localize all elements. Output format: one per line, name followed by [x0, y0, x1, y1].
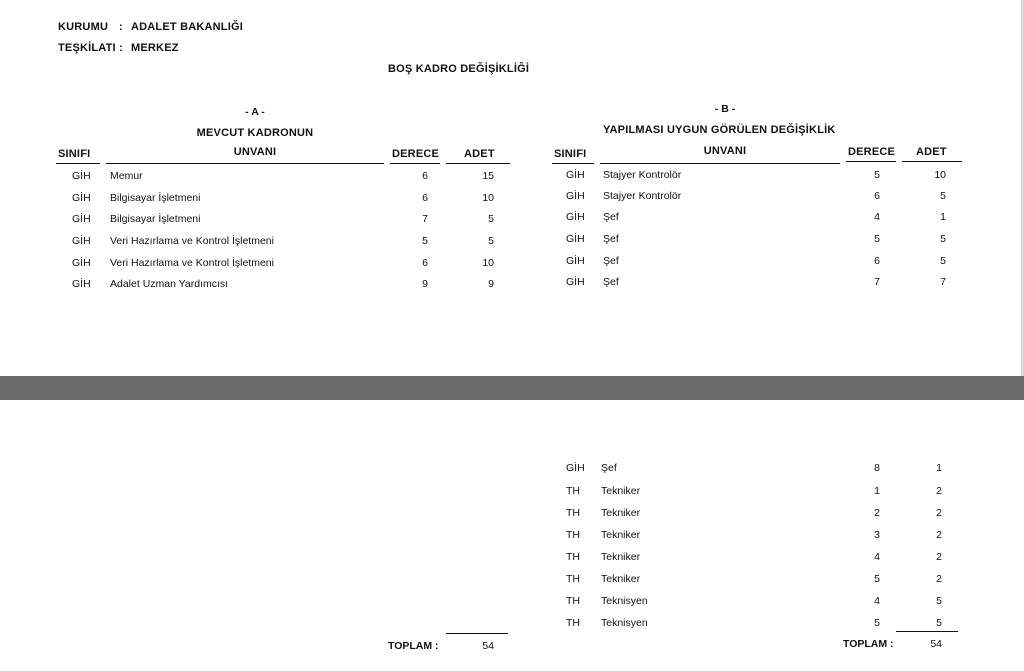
row-adet: 10: [482, 192, 494, 204]
section-a-col-adet: ADET: [464, 148, 495, 160]
row-adet: 5: [488, 213, 494, 225]
kurumu-separator: :: [119, 21, 123, 33]
row-sinifi: GİH: [72, 235, 91, 247]
row-sinifi: TH: [566, 617, 580, 629]
row-sinifi: GİH: [566, 169, 585, 181]
row-adet: 5: [936, 617, 942, 629]
row-unvani: Şef: [603, 233, 619, 245]
section-b-col-adet: ADET: [916, 146, 947, 158]
row-adet: 2: [936, 573, 942, 585]
row-adet: 1: [940, 211, 946, 223]
row-derece: 6: [874, 190, 880, 202]
row-adet: 2: [936, 529, 942, 541]
row-sinifi: GİH: [72, 213, 91, 225]
row-sinifi: GİH: [566, 255, 585, 267]
row-adet: 9: [488, 278, 494, 290]
row-derece: 6: [422, 192, 428, 204]
row-adet: 10: [482, 257, 494, 269]
section-b-total-label: TOPLAM :: [843, 638, 894, 650]
row-adet: 10: [934, 169, 946, 181]
row-derece: 5: [874, 233, 880, 245]
row-sinifi: GİH: [566, 233, 585, 245]
row-derece: 6: [422, 257, 428, 269]
section-b-adet-rule: [902, 161, 962, 162]
kurumu-value: ADALET BAKANLIĞI: [131, 21, 243, 33]
row-unvani: Tekniker: [601, 507, 641, 519]
section-b-derece-rule: [846, 161, 896, 162]
row-derece: 3: [874, 529, 880, 541]
row-unvani: Tekniker: [601, 551, 641, 563]
page-separator: [0, 376, 1024, 400]
row-sinifi: GİH: [72, 170, 91, 182]
kurumu-label: KURUMU: [58, 21, 109, 33]
row-unvani: Tekniker: [601, 529, 641, 541]
row-derece: 5: [422, 235, 428, 247]
row-derece: 7: [874, 276, 880, 288]
row-unvani: Bilgisayar İşletmeni: [110, 213, 201, 225]
section-a-col-derece: DERECE: [392, 148, 440, 160]
row-adet: 5: [488, 235, 494, 247]
row-derece: 5: [874, 617, 880, 629]
row-derece: 4: [874, 595, 880, 607]
row-derece: 6: [422, 170, 428, 182]
row-sinifi: GİH: [566, 276, 585, 288]
row-sinifi: TH: [566, 507, 580, 519]
row-unvani: Şef: [601, 462, 617, 474]
section-a-title: MEVCUT KADRONUN: [196, 127, 314, 139]
section-b-title: YAPILMASI UYGUN GÖRÜLEN DEĞİŞİKLİK: [603, 124, 836, 136]
section-b-total-rule: [896, 631, 958, 632]
section-a-total-value: 54: [482, 640, 494, 652]
row-unvani: Şef: [603, 276, 619, 288]
section-b-col-derece: DERECE: [848, 146, 896, 158]
row-unvani: Bilgisayar İşletmeni: [110, 192, 201, 204]
section-b-unvani-rule: [600, 163, 840, 164]
row-derece: 2: [874, 507, 880, 519]
row-unvani: Adalet Uzman Yardımcısı: [110, 278, 229, 290]
row-unvani: Stajyer Kontrolör: [603, 169, 682, 181]
row-derece: 4: [874, 551, 880, 563]
section-b-marker: - B -: [714, 103, 736, 115]
row-sinifi: GİH: [566, 190, 585, 202]
document-page-2: [0, 400, 1024, 671]
row-derece: 1: [874, 485, 880, 497]
section-a-marker: - A -: [245, 106, 265, 118]
row-derece: 4: [874, 211, 880, 223]
section-a-sinifi-rule: [56, 163, 100, 164]
row-adet: 15: [482, 170, 494, 182]
row-adet: 2: [936, 507, 942, 519]
row-unvani: Şef: [603, 211, 619, 223]
section-b-sinifi-rule: [552, 163, 594, 164]
row-sinifi: TH: [566, 485, 580, 497]
row-unvani: Veri Hazırlama ve Kontrol İşletmeni: [110, 257, 274, 269]
row-derece: 5: [874, 573, 880, 585]
row-unvani: Teknisyen: [601, 595, 648, 607]
row-adet: 2: [936, 485, 942, 497]
row-derece: 5: [874, 169, 880, 181]
row-unvani: Teknisyen: [601, 617, 648, 629]
row-adet: 5: [940, 190, 946, 202]
row-sinifi: GİH: [566, 211, 585, 223]
row-adet: 2: [936, 551, 942, 563]
document-title: BOŞ KADRO DEĞİŞİKLİĞİ: [388, 63, 530, 75]
row-sinifi: GİH: [72, 278, 91, 290]
row-adet: 5: [940, 233, 946, 245]
row-derece: 8: [874, 462, 880, 474]
row-sinifi: TH: [566, 551, 580, 563]
row-unvani: Veri Hazırlama ve Kontrol İşletmeni: [110, 235, 274, 247]
section-a-col-unvani: UNVANI: [233, 146, 277, 158]
row-derece: 7: [422, 213, 428, 225]
row-unvani: Stajyer Kontrolör: [603, 190, 682, 202]
row-adet: 5: [940, 255, 946, 267]
row-adet: 7: [940, 276, 946, 288]
row-unvani: Şef: [603, 255, 619, 267]
section-a-col-sinifi: SINIFI: [58, 148, 91, 160]
row-sinifi: GİH: [72, 257, 91, 269]
row-sinifi: GİH: [72, 192, 91, 204]
section-a-total-label: TOPLAM :: [388, 640, 439, 652]
row-unvani: Tekniker: [601, 485, 641, 497]
section-a-adet-rule: [446, 163, 510, 164]
section-b-col-sinifi: SINIFI: [554, 148, 587, 160]
row-unvani: Memur: [110, 170, 143, 182]
row-derece: 9: [422, 278, 428, 290]
row-sinifi: GİH: [566, 462, 585, 474]
row-adet: 5: [936, 595, 942, 607]
row-unvani: Tekniker: [601, 573, 641, 585]
teskilati-value: MERKEZ: [131, 42, 179, 54]
section-b-col-unvani: UNVANI: [703, 145, 747, 157]
row-sinifi: TH: [566, 573, 580, 585]
teskilati-label: TEŞKİLATI :: [58, 42, 123, 54]
row-derece: 6: [874, 255, 880, 267]
row-sinifi: TH: [566, 529, 580, 541]
row-adet: 1: [936, 462, 942, 474]
section-a-unvani-rule: [106, 163, 384, 164]
section-a-derece-rule: [390, 163, 440, 164]
row-sinifi: TH: [566, 595, 580, 607]
section-b-total-value: 54: [930, 638, 942, 650]
section-a-total-rule: [446, 633, 508, 634]
